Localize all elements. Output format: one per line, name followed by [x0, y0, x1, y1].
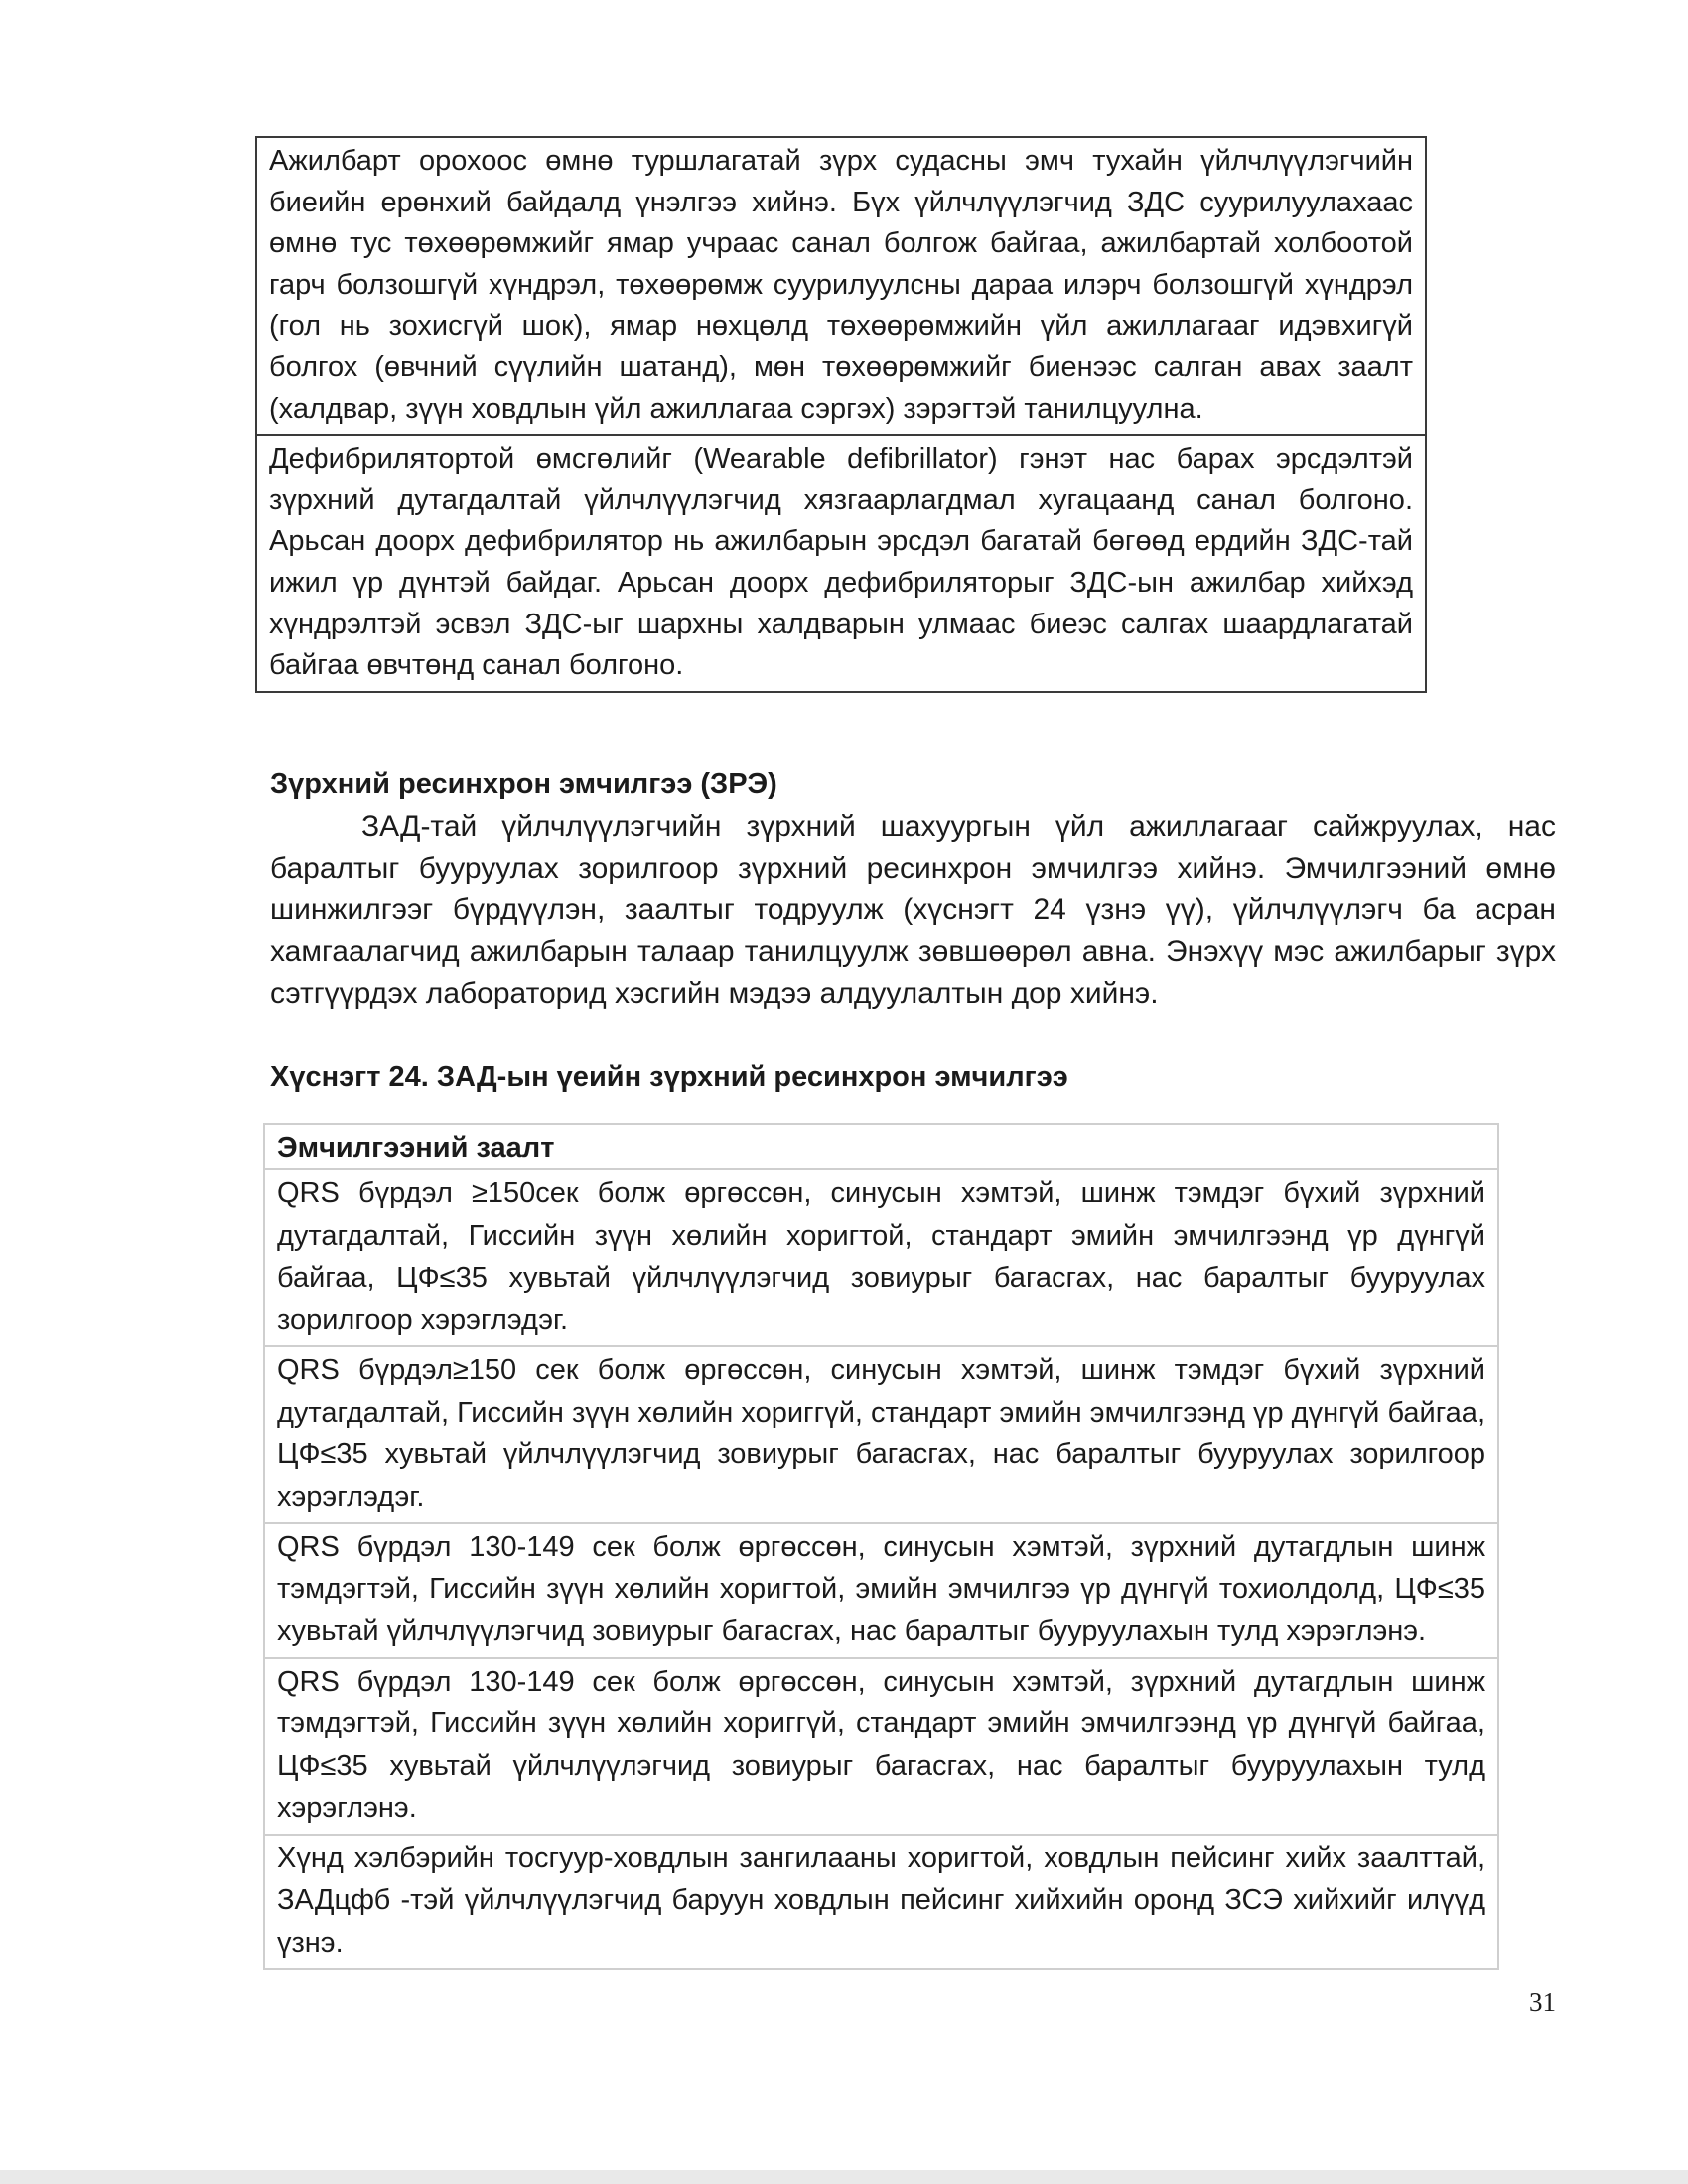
- intro-box-cell: Ажилбарт орохоос өмнө туршлагатай зүрх судасны эмч тухайн үйлчлүүлэгчийн биеийн ерөнхий байдалд үнэлгээ хийнэ. Бүх үйлчлүүлэгчид ЗДС суурилуулахаас өмнө тус төхөөрөмжийг ямар учраас санал болгож байгаа, ажилбартай холбоотой гарч болзошгүй хүндрэл, төхөөрөмж суурилуулсны дараа илэрч болзошгүй хүндрэл (гол нь зохисгүй шок), ямар нөхцөлд төхөөрөмжийн үйл ажиллагааг идэвхигүй болгох (өвчний сүүлийн шатанд), мөн төхөөрөмжийг биенээс салган авах заалт (халдвар, зүүн ховдлын үйл ажиллагаа сэргэх) зэрэгтэй танилцуулна.: [269, 145, 1413, 425]
- paragraph-text: ЗАД-тай үйлчлүүлэгчийн зүрхний шахуургын үйл ажиллагааг сайжруулах, нас баралтыг бууруулах зорилгоор зүрхний ресинхрон эмчилгээ хийнэ. Эмчилгээний өмнө шинжилгээг бүрдүүлэн, заалтыг тодруулж (хүснэгт 24 үзнэ үү), үйлчлүүлэгч ба асран хамгаалагчид ажилбарын талаар танилцуулж зөвшөөрөл авна. Энэхүү мэс ажилбарыг зүрх сэтгүүрдэх лабораторид хэсгийн мэдээ алдуулалтын дор хийнэ.: [270, 810, 1556, 1010]
- table-header: Эмчилгээний заалт: [277, 1132, 555, 1163]
- intro-box-cell: Дефибрилятортой өмсгөлийг (Wearable defibrillator) гэнэт нас барах эрсдэлтэй зүрхний дутагдалтай үйлчлүүлэгчид хязгаарлагдмал хугацаанд санал болгоно. Арьсан доорх дефибрилятор нь ажилбарын эрсдэл багатай бөгөөд ердийн ЗДС-тай ижил үр дүнтэй байдаг. Арьсан доорх дефибриляторыг ЗДС-ын ажилбар хийхэд хүндрэлтэй эсвэл ЗДС-ыг шархны халдварын улмаас биеэс салгах шаардлагатай байгаа өвчтөнд санал болгоно.: [257, 434, 1425, 691]
- table-caption: Хүснэгт 24. ЗАД-ын үеийн зүрхний ресинхрон эмчилгээ: [270, 1061, 1068, 1093]
- scan-edge: [0, 2170, 1688, 2184]
- section-paragraph: [270, 806, 1556, 1015]
- table-row: QRS бүрдэл 130-149 сек болж өргөссөн, синусын хэмтэй, зүрхний дутагдлын шинж тэмдэгтэй, Гиссийн зүүн хөлийн хоригтой, эмийн эмчилгээ үр дүнгүй тохиолдолд, ЦФ≤35 хувьтай үйлчлүүлэгчид зовиурыг багасгах, нас баралтыг бууруулахын тулд хэрэглэнэ.: [265, 1522, 1497, 1657]
- table-row: Хүнд хэлбэрийн тосгуур-ховдлын зангилааны хоригтой, ховдлын пейсинг хийх заалттай, ЗАДцфб -тэй үйлчлүүлэгчид баруун ховдлын пейсинг хийхийн оронд ЗСЭ хийхийг илүүд үзнэ.: [265, 1834, 1497, 1969]
- intro-text-box: [255, 136, 1427, 693]
- indications-table: [263, 1123, 1499, 1970]
- page-number: 31: [1529, 1987, 1556, 2017]
- section-heading: Зүрхний ресинхрон эмчилгээ (ЗРЭ): [270, 768, 777, 800]
- table-row: QRS бүрдэл≥150 сек болж өргөссөн, синусын хэмтэй, шинж тэмдэг бүхий зүрхний дутагдалтай, Гиссийн зүүн хөлийн хориггүй, стандарт эмийн эмчилгээнд үр дүнгүй байгаа, ЦФ≤35 хувьтай үйлчлүүлэгчид зовиурыг багасгах, нас баралтыг бууруулах зорилгоор хэрэглэдэг.: [265, 1345, 1497, 1522]
- table-row: QRS бүрдэл ≥150сек болж өргөссөн, синусын хэмтэй, шинж тэмдэг бүхий зүрхний дутагдалтай, Гиссийн зүүн хөлийн хоригтой, стандарт эмийн эмчилгээнд үр дүнгүй байгаа, ЦФ≤35 хувьтай үйлчлүүлэгчид зовиурыг багасгах, нас баралтыг бууруулах зорилгоор хэрэглэдэг.: [265, 1168, 1497, 1345]
- table-row: QRS бүрдэл 130-149 сек болж өргөссөн, синусын хэмтэй, зүрхний дутагдлын шинж тэмдэгтэй, Гиссийн зүүн хөлийн хориггүй, стандарт эмийн эмчилгээнд үр дүнгүй байгаа, ЦФ≤35 хувьтай үйлчлүүлэгчид зовиурыг багасгах, нас баралтыг бууруулахын тулд хэрэглэнэ.: [265, 1657, 1497, 1834]
